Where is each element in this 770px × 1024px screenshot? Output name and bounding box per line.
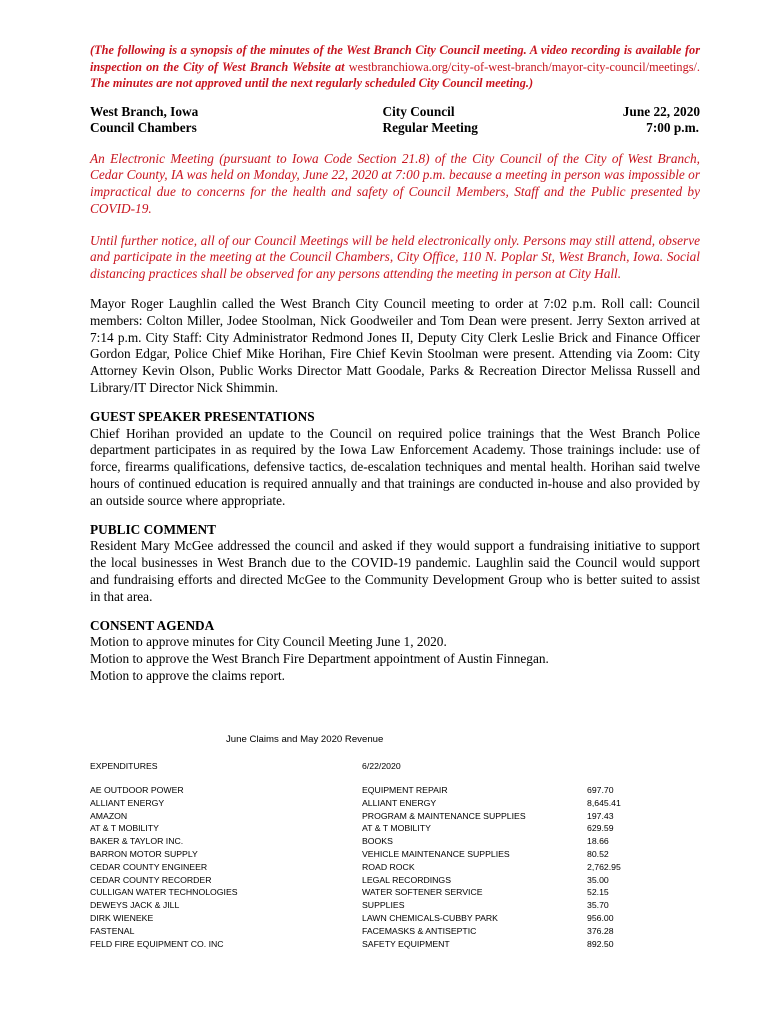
section-title: GUEST SPEAKER PRESENTATIONS (90, 408, 315, 424)
claims-date: 6/22/2020 (362, 761, 401, 771)
amount-cell: 18.66 (587, 836, 609, 847)
meeting-date: June 22, 2020 (622, 103, 700, 119)
amount-cell: 956.00 (587, 912, 614, 923)
section-body: Resident Mary McGee addressed the council and asked if they would support a fundraising initiative to support the local businesses in West Branch due to the COVID-19 pandemic. Laughlin said the Council would support and fundraising efforts and directed McGee to the Community Development Group who is better suited to assist in that area. (90, 538, 700, 604)
description-cell: ROAD ROCK (362, 861, 415, 872)
meeting-header (90, 104, 700, 136)
synopsis-notice (90, 42, 700, 92)
description-cell: LEGAL RECORDINGS (362, 874, 451, 885)
section-title: PUBLIC COMMENT (90, 521, 216, 537)
vendor-cell: AE OUTDOOR POWER (90, 785, 184, 795)
meeting-location (90, 104, 280, 136)
vendor-cell: FASTENAL (90, 925, 135, 936)
minutes-document (90, 42, 700, 685)
amount-cell: 629.59 (587, 823, 614, 834)
amount-cell: 197.43 (587, 810, 614, 821)
location-line-2: Council Chambers (90, 119, 197, 135)
section-title: CONSENT AGENDA (90, 617, 215, 633)
motion-item: Motion to approve the claims report. (90, 668, 285, 684)
vendor-cell: CEDAR COUNTY ENGINEER (90, 861, 208, 872)
description-cell: PROGRAM & MAINTENANCE SUPPLIES (362, 810, 526, 821)
description-cell: VEHICLE MAINTENANCE SUPPLIES (362, 848, 510, 859)
table-row (90, 849, 710, 862)
vendor-cell: AMAZON (90, 810, 128, 821)
amount-cell: 35.70 (587, 900, 609, 911)
table-row (90, 785, 710, 798)
vendor-cell: DIRK WIENEKE (90, 912, 154, 923)
vendor-cell: AT & T MOBILITY (90, 823, 159, 834)
table-row (90, 926, 710, 939)
description-cell: EQUIPMENT REPAIR (362, 785, 448, 795)
table-row (90, 887, 710, 900)
table-row (90, 913, 710, 926)
vendor-cell: BAKER & TAYLOR INC. (90, 836, 184, 847)
description-cell: BOOKS (362, 836, 393, 847)
location-line-1: West Branch, Iowa (90, 103, 199, 119)
amount-cell: 80.52 (587, 848, 609, 859)
body-line-1: City Council (382, 103, 455, 119)
amount-cell: 697.70 (587, 785, 614, 795)
meetings-link[interactable]: westbranchiowa.org/city-of-west-branch/mayor-city-council/meetings/. (348, 59, 701, 74)
table-row (90, 875, 710, 888)
table-row (90, 862, 710, 875)
amount-cell: 2,762.95 (587, 861, 621, 872)
description-cell: SUPPLIES (362, 900, 405, 911)
amount-cell: 376.28 (587, 925, 614, 936)
table-row (90, 939, 710, 952)
synopsis-text-2: The minutes are not approved until the next regularly scheduled City Council meeting.) (90, 76, 534, 90)
vendor-cell: CEDAR COUNTY RECORDER (90, 874, 212, 885)
claims-title: June Claims and May 2020 Revenue (226, 734, 384, 745)
table-row (90, 811, 710, 824)
amount-cell: 8,645.41 (587, 797, 621, 808)
public-comment-section (90, 522, 700, 606)
claims-table (90, 785, 710, 951)
meeting-datetime (590, 104, 700, 136)
vendor-cell: BARRON MOTOR SUPPLY (90, 848, 198, 859)
description-cell: WATER SOFTENER SERVICE (362, 887, 483, 898)
table-row (90, 836, 710, 849)
motion-item: Motion to approve minutes for City Council Meeting June 1, 2020. (90, 634, 447, 650)
description-cell: ALLIANT ENERGY (362, 797, 437, 808)
description-cell: LAWN CHEMICALS-CUBBY PARK (362, 912, 498, 923)
meeting-time: 7:00 p.m. (646, 119, 699, 135)
section-body: Chief Horihan provided an update to the Council on required police trainings that the West Branch Police department participates in as required by the Iowa Law Enforcement Academy. Those trainings include: use of force, firearms qualifications, defensive tactics, de-escalation techniques and mental health. Horihan said twelve hours of continued education is required annually and that trainings are conducted in-house and also provided by an outside source where appropriate. (90, 425, 700, 508)
amount-cell: 892.50 (587, 938, 614, 949)
vendor-cell: DEWEYS JACK & JILL (90, 900, 180, 911)
electronic-meeting-notice: An Electronic Meeting (pursuant to Iowa Code Section 21.8) of the City Council of the City of West Branch, Cedar County, IA was held on Monday, June 22, 2020 at 7:00 p.m. because a meeting in person was impossible or impractical due to concerns for the health and safety of Council Members, Staff and the Public presented by COVID-19. (90, 150, 700, 216)
motion-item: Motion to approve the West Branch Fire Department appointment of Austin Finnegan. (90, 651, 549, 667)
vendor-cell: FELD FIRE EQUIPMENT CO. INC (90, 938, 224, 949)
vendor-cell: ALLIANT ENERGY (90, 797, 165, 808)
description-cell: AT & T MOBILITY (362, 823, 431, 834)
guest-speaker-section (90, 409, 700, 510)
body-line-2: Regular Meeting (382, 119, 478, 135)
description-cell: SAFETY EQUIPMENT (362, 938, 450, 949)
meeting-body (383, 104, 533, 136)
table-row (90, 823, 710, 836)
table-row (90, 798, 710, 811)
table-row (90, 900, 710, 913)
further-notice: Until further notice, all of our Council Meetings will be held electronically only. Persons may still attend, observe and participate in the meeting at the Council Chambers, City Office, 110 N. Poplar St, West Branch, Iowa. Social distancing practices shall be observed for any persons attending the meeting in person at City Hall. (90, 232, 700, 282)
vendor-cell: CULLIGAN WATER TECHNOLOGIES (90, 887, 238, 898)
description-cell: FACEMASKS & ANTISEPTIC (362, 925, 477, 936)
consent-agenda-section (90, 618, 700, 685)
expenditures-heading: EXPENDITURES (90, 761, 158, 771)
roll-call-paragraph: Mayor Roger Laughlin called the West Branch City Council meeting to order at 7:02 p.m. Roll call: Council members: Colton Miller, Jodee Stoolman, Nick Goodweiler and Tom Dean were present. Jerry Sexton arrived at 7:14 p.m. City Staff: City Administrator Redmond Jones II, Deputy City Clerk Leslie Brick and Finance Officer Gordon Edgar, Police Chief Mike Horihan, Fire Chief Kevin Stoolman were present. Attending via Zoom: City Attorney Kevin Olson, Public Works Director Matt Goodale, Parks & Recreation Director Melissa Russell and Library/IT Director Nick Shimmin. (90, 296, 700, 396)
synopsis-text-1: (The following is a synopsis of the minutes of the West Branch City Council meeting. A video recording is available for inspection on the City of West Branch Website at (90, 43, 700, 74)
amount-cell: 35.00 (587, 874, 609, 885)
amount-cell: 52.15 (587, 887, 609, 898)
